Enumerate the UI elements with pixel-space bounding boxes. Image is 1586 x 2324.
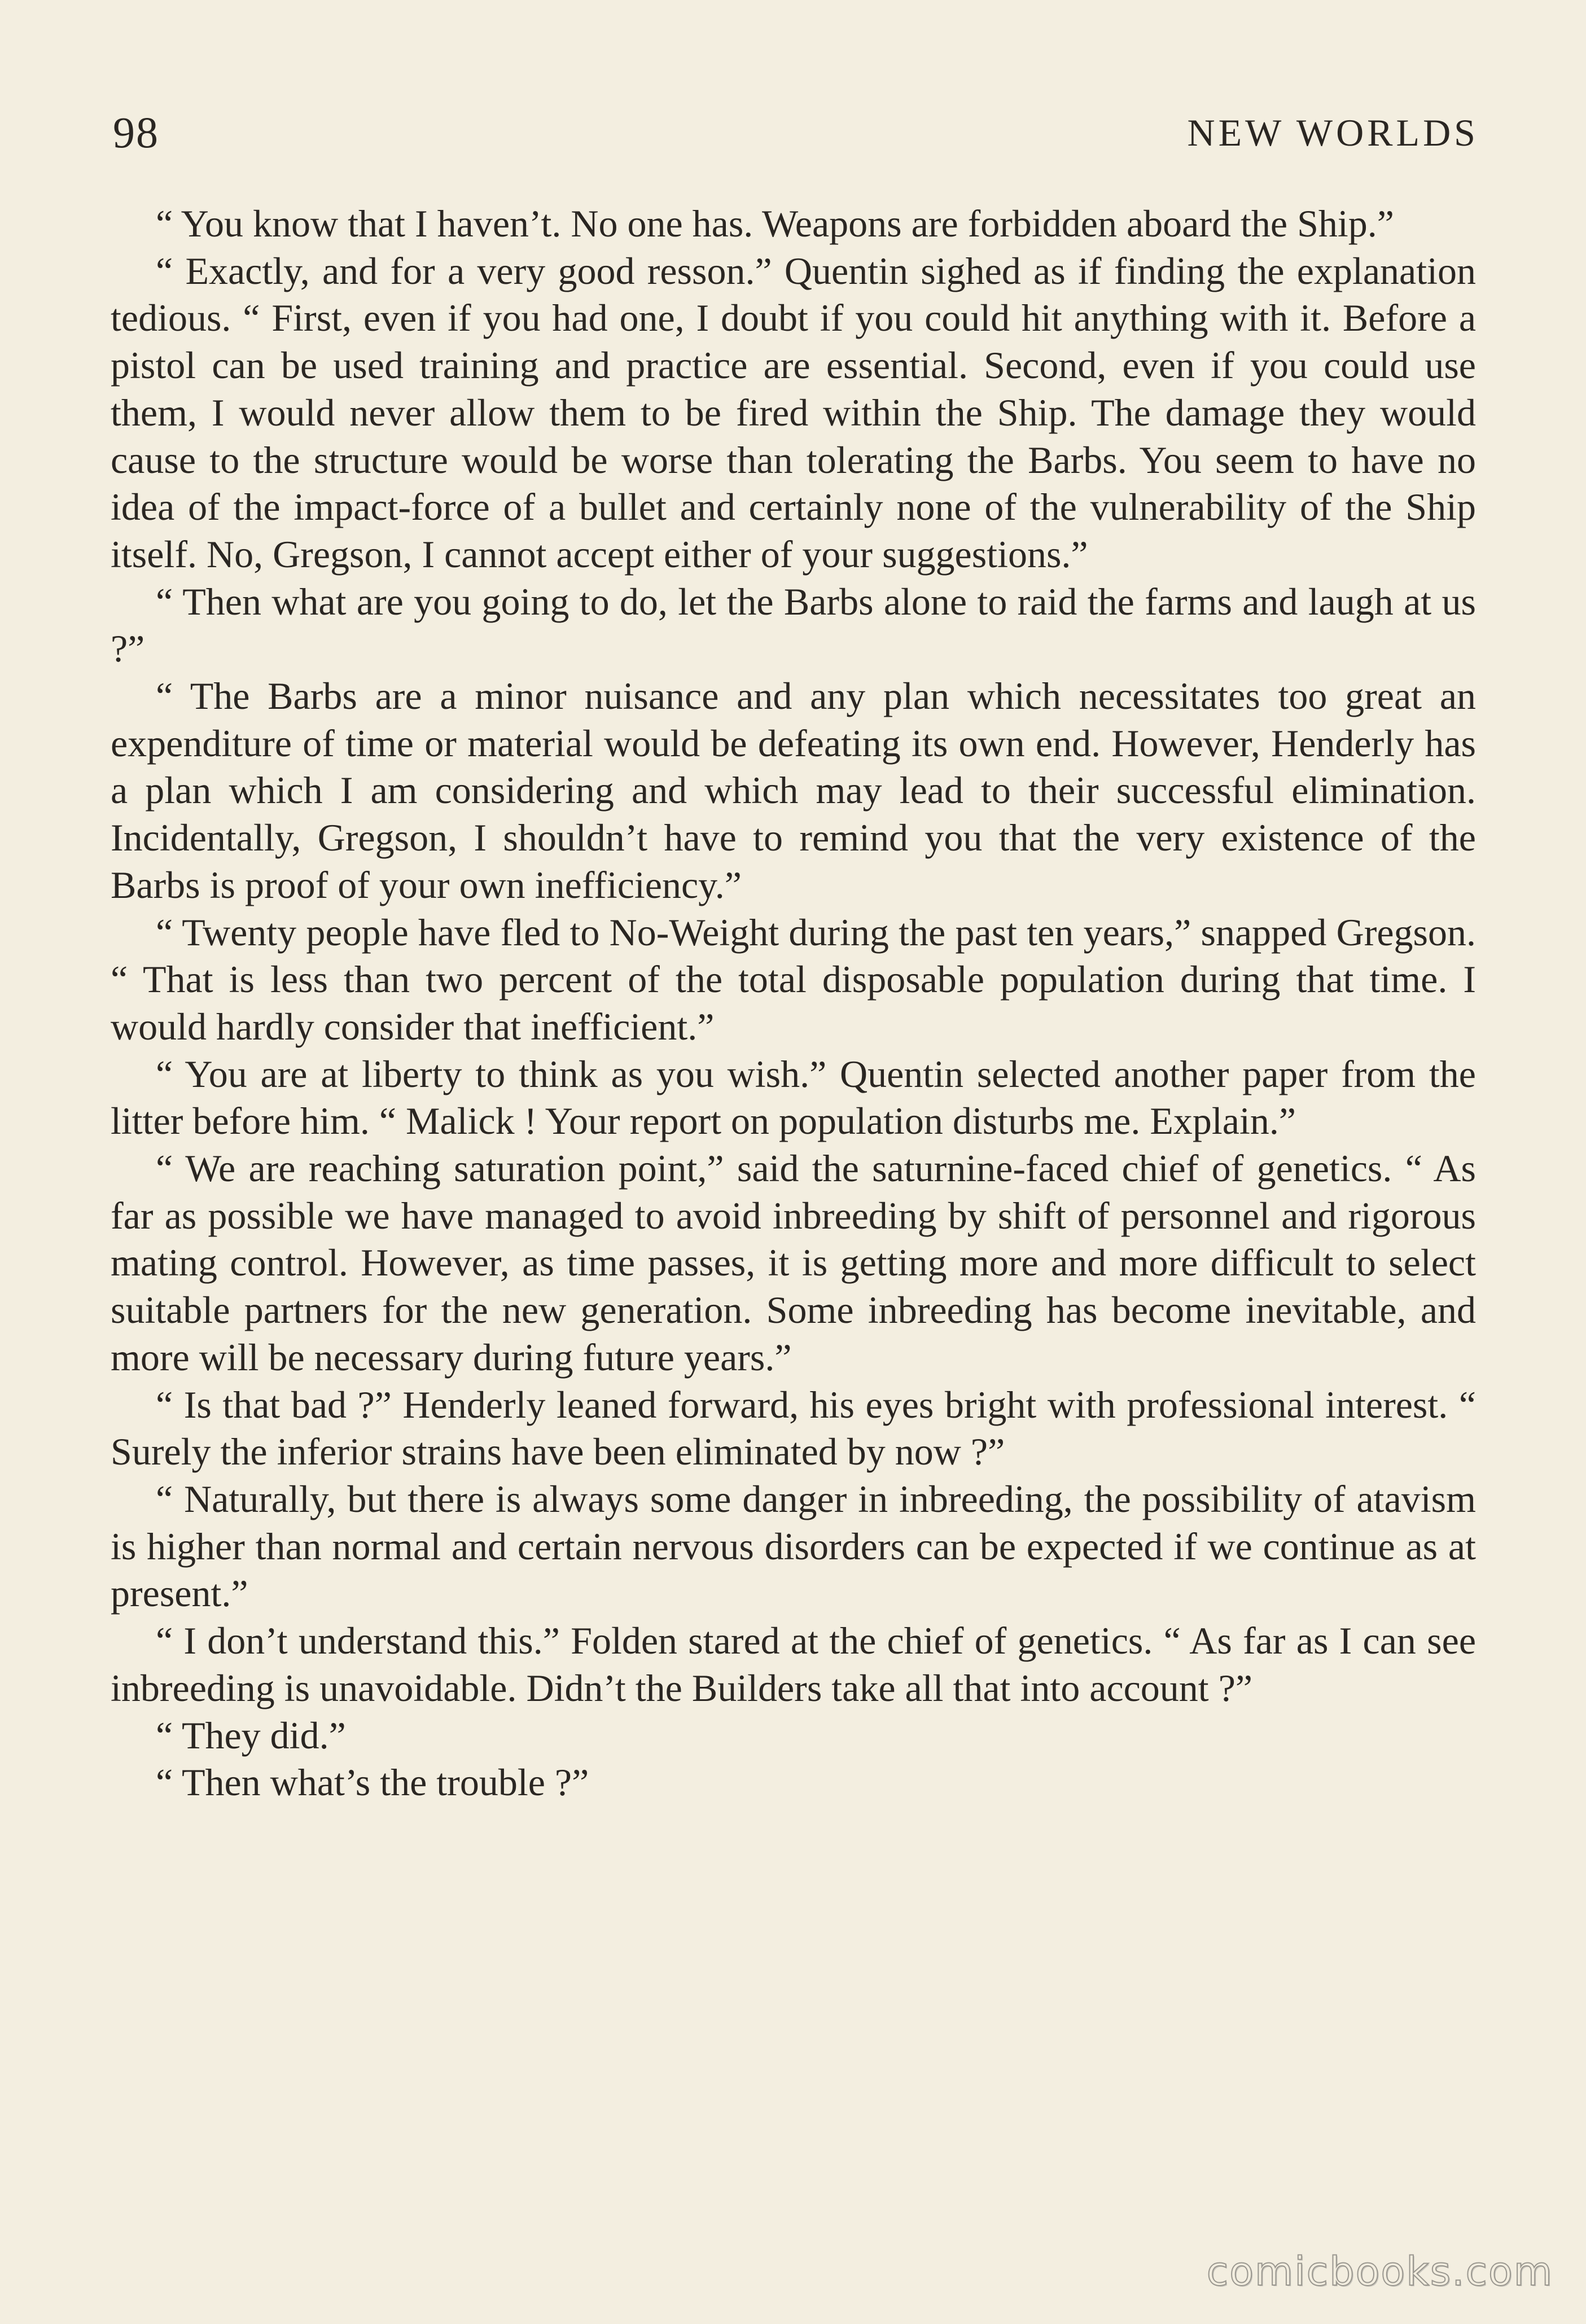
watermark: comicbooks.com [1206, 2248, 1553, 2295]
paragraph: “ They did.” [156, 1713, 346, 1757]
page-number: 98 [113, 108, 159, 157]
paragraph: “ Is that bad ?” Henderly leaned forward, his eyes bright with professional interest. “ Surely the inferior strains have been eliminated by now ?” [111, 1383, 1476, 1474]
paragraph: “ Then what are you going to do, let the Barbs alone to raid the farms and laugh at us ?” [111, 580, 1476, 670]
paragraph: “ Exactly, and for a very good resson.” Quentin sighed as if finding the explanation tedious. “ First, even if you had one, I doubt if you could hit anything with it. Before a pistol can be used training and practice are essential. Second, even if you could use them, I would never allow them to be fired within the Ship. The damage they would cause to the structure would be worse than tolerating the Barbs. You seem to have no idea of the impact-force of a bullet and certainly none of the vulnerability of the Ship itself. No, Gregson, I cannot accept either of your suggestions.” [111, 249, 1476, 576]
paragraph: “ Naturally, but there is always some danger in inbreeding, the possibility of atavism is higher than normal and certain nervous disorders can be expected if we continue as at present.” [111, 1477, 1476, 1615]
body-text [111, 200, 1476, 1806]
paragraph: “ Twenty people have fled to No-Weight during the past ten years,” snapped Gregson. “ That is less than two percent of the total disposable population during that time. I would hardly consider that inefficient.” [111, 910, 1476, 1048]
paragraph: “ You are at liberty to think as you wish.” Quentin selected another paper from the litter before him. “ Malick ! Your report on population disturbs me. Explain.” [111, 1052, 1476, 1143]
paragraph: “ Then what’s the trouble ?” [156, 1761, 589, 1804]
page-header [113, 104, 1479, 161]
paragraph: “ We are reaching saturation point,” said the saturnine-faced chief of genetics. “ As far as possible we have managed to avoid inbreeding by shift of personnel and rigorous mating control. However, as time passes, it is getting more and more difficult to select suitable partners for the new generation. Some inbreeding has become inevitable, and more will be necessary during future years.” [111, 1147, 1476, 1379]
paragraph: “ You know that I haven’t. No one has. Weapons are forbidden aboard the Ship.” [156, 202, 1394, 245]
paragraph: “ The Barbs are a minor nuisance and any plan which necessitates too great an expenditure of time or material would be defeating its own end. However, Henderly has a plan which I am considering and which may lead to their successful elimination. Incidentally, Gregson, I shouldn’t have to remind you that the very existence of the Barbs is proof of your own inefficiency.” [111, 674, 1476, 906]
running-title: NEW WORLDS [1187, 111, 1479, 154]
paragraph: “ I don’t understand this.” Folden stared at the chief of genetics. “ As far as I can see inbreeding is unavoidable. Didn’t the Builders take all that into account ?” [111, 1619, 1476, 1709]
